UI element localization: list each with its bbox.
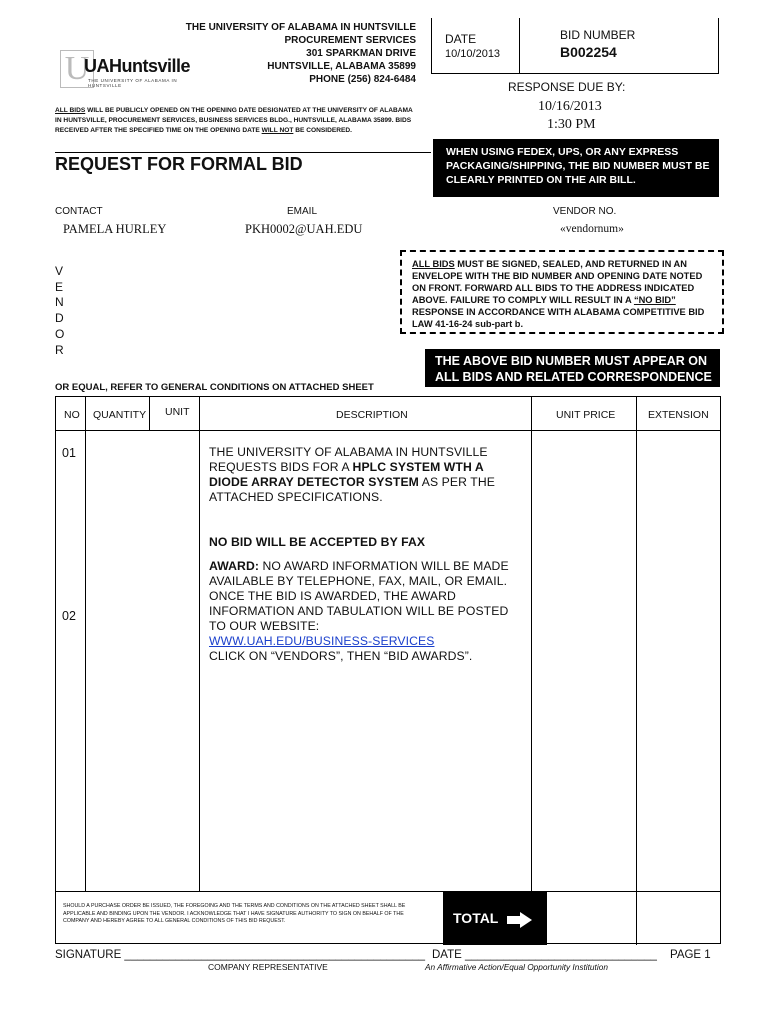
vendor-no-label: VENDOR NO. [553,206,617,217]
desc-text-a: THE UNIVERSITY OF ALABAMA IN HUNTSVILLE REQUESTS BIDS FOR A [209,445,488,474]
vendor-letter: O [55,326,65,341]
address-line: PROCUREMENT SERVICES [284,35,416,46]
contact-value: PAMELA HURLEY [63,222,167,236]
row-number: 02 [62,609,76,623]
vendor-vertical-label [55,264,65,358]
notice-text-2: BE CONSIDERED. [293,127,352,134]
total-label: TOTAL [453,910,499,926]
response-due-date: 10/16/2013 [538,99,602,114]
date-box [431,18,519,74]
award-label: AWARD: [209,559,260,573]
award-text: NO AWARD INFORMATION WILL BE MADE AVAILABLE BY TELEPHONE, FAX, MAIL, OR EMAIL. ONCE THE BID IS AWARDED, THE AWARD INFORMATION AND TABULATION WILL BE POSTED TO OUR WEBSITE: [209,559,509,633]
bid-number-box [519,18,719,74]
no-fax-notice: NO BID WILL BE ACCEPTED BY FAX [209,535,426,549]
vendor-letter: N [55,295,64,310]
bid-number-appear-box: THE ABOVE BID NUMBER MUST APPEAR ON ALL BIDS AND RELATED CORRESPONDENCE [425,349,720,387]
address-line: PHONE (256) 824-6484 [309,74,416,85]
notice-all-bids: ALL BIDS [55,107,86,114]
or-equal-note: OR EQUAL, REFER TO GENERAL CONDITIONS ON ATTACHED SHEET [55,382,374,393]
shipping-notice-box: WHEN USING FEDEX, UPS, OR ANY EXPRESS PACKAGING/SHIPPING, THE BID NUMBER MUST BE CLEARLY PRINTED ON THE AIR BILL. [433,139,719,197]
col-header-extension: EXTENSION [648,409,709,421]
sealed-no-bid: “NO BID” [633,295,676,305]
page-number: PAGE 1 [670,949,711,961]
notice-text-1: WILL BE PUBLICLY OPENED ON THE OPENING DATE DESIGNATED AT THE UNIVERSITY OF ALABAMA IN HUNTSVILLE, PROCUREMENT SERVICES, BUSINESS SERVICES BLDG., HUNTSVILLE, ALABAMA 35899. BIDS RECEIVED AFTER THE SPECIFIED TIME ON THE OPENING DATE [55,107,413,134]
email-value: PKH0002@UAH.EDU [245,222,363,236]
sealed-all-bids: ALL BIDS [412,259,455,269]
company-representative-label: COMPANY REPRESENTATIVE [208,962,328,972]
affirmative-action-note: An Affirmative Action/Equal Opportunity Institution [425,962,608,972]
sealed-text-1: MUST BE SIGNED, SEALED, AND RETURNED IN AN ENVELOPE WITH THE BID NUMBER AND OPENING DATE NOTED ON FRONT. FORWARD ALL BIDS TO THE ADDRESS INDICATED ABOVE. FAILURE TO COMPLY WILL RESULT IN A [412,259,703,305]
website-link[interactable]: WWW.UAH.EDU/BUSINESS-SERVICES [209,634,435,648]
desc-text-c: AS PER THE ATTACHED SPECIFICATIONS. [209,475,495,504]
col-header-quantity: QUANTITY [93,409,147,421]
contact-label: CONTACT [55,206,103,217]
total-box [443,892,547,945]
vendor-letter: D [55,311,64,326]
notice-will-not: WILL NOT [261,127,294,134]
col-divider [636,397,637,945]
email-label: EMAIL [287,206,318,217]
row-number: 01 [62,446,76,460]
sealed-text-2: RESPONSE IN ACCORDANCE WITH ALABAMA COMPETITIVE BID LAW 41-16-24 sub-part b. [412,307,705,329]
logo-subtext: THE UNIVERSITY OF ALABAMA IN HUNTSVILLE [88,78,178,88]
address-line: HUNTSVILLE, ALABAMA 35899 [267,61,416,72]
award-paragraph [209,559,509,634]
desc-text-bold: HPLC SYSTEM WTH A DIODE ARRAY DETECTOR SYSTEM [209,460,484,489]
signature-date-line[interactable]: DATE ______________________________ [432,949,657,961]
sealed-bid-notice [400,250,724,334]
logo-mark-icon: U [60,50,94,88]
description-paragraph [209,445,509,505]
vendor-letter: V [55,264,64,278]
col-header-no: NO [64,409,80,421]
col-divider [199,397,200,891]
footer-rule [56,891,720,892]
title-rule [55,152,431,153]
vendor-no-value: «vendornum» [560,223,624,235]
col-header-description: DESCRIPTION [336,409,408,421]
item-description [209,445,509,664]
col-divider [149,397,150,430]
vendor-letter: R [55,342,64,357]
bid-number-value: B002254 [560,44,617,60]
address-line: THE UNIVERSITY OF ALABAMA IN HUNTSVILLE [185,22,416,33]
date-value: 10/10/2013 [445,48,501,60]
bid-number-label: BID NUMBER [560,28,636,42]
bid-items-table [55,396,721,944]
opening-notice [55,106,415,136]
terms-acknowledgement: SHOULD A PURCHASE ORDER BE ISSUED, THE FOREGOING AND THE TERMS AND CONDITIONS ON THE ATTACHED SHEET SHALL BE APPLICABLE AND BINDING UPON THE VENDOR. I ACKNOWLEDGE THAT I HAVE SIGNATURE AUTHORITY TO SIGN ON BEHALF OF THE COMPANY AND HEREBY AGREE TO ALL GENERAL CONDITIONS OF THIS BID REQUEST. [63,903,406,924]
signature-line[interactable]: SIGNATURE _______________________________________________ [55,949,426,961]
col-divider [85,397,86,891]
address-line: 301 SPARKMAN DRIVE [306,48,416,59]
page-title: REQUEST FOR FORMAL BID [55,154,303,174]
col-header-unit-price: UNIT PRICE [556,409,616,421]
response-due-time: 1:30 PM [547,117,596,132]
university-address [186,21,416,86]
click-instruction: CLICK ON “VENDORS”, THEN “BID AWARDS”. [209,649,473,663]
col-header-unit: UNIT [165,406,190,418]
response-due-label: RESPONSE DUE BY: [508,80,626,94]
header-rule [56,430,720,431]
uah-logo [60,50,200,90]
vendor-letter: E [55,279,64,294]
col-divider [531,397,532,891]
logo-name: UAHuntsville [84,56,191,76]
date-label: DATE [445,32,477,46]
